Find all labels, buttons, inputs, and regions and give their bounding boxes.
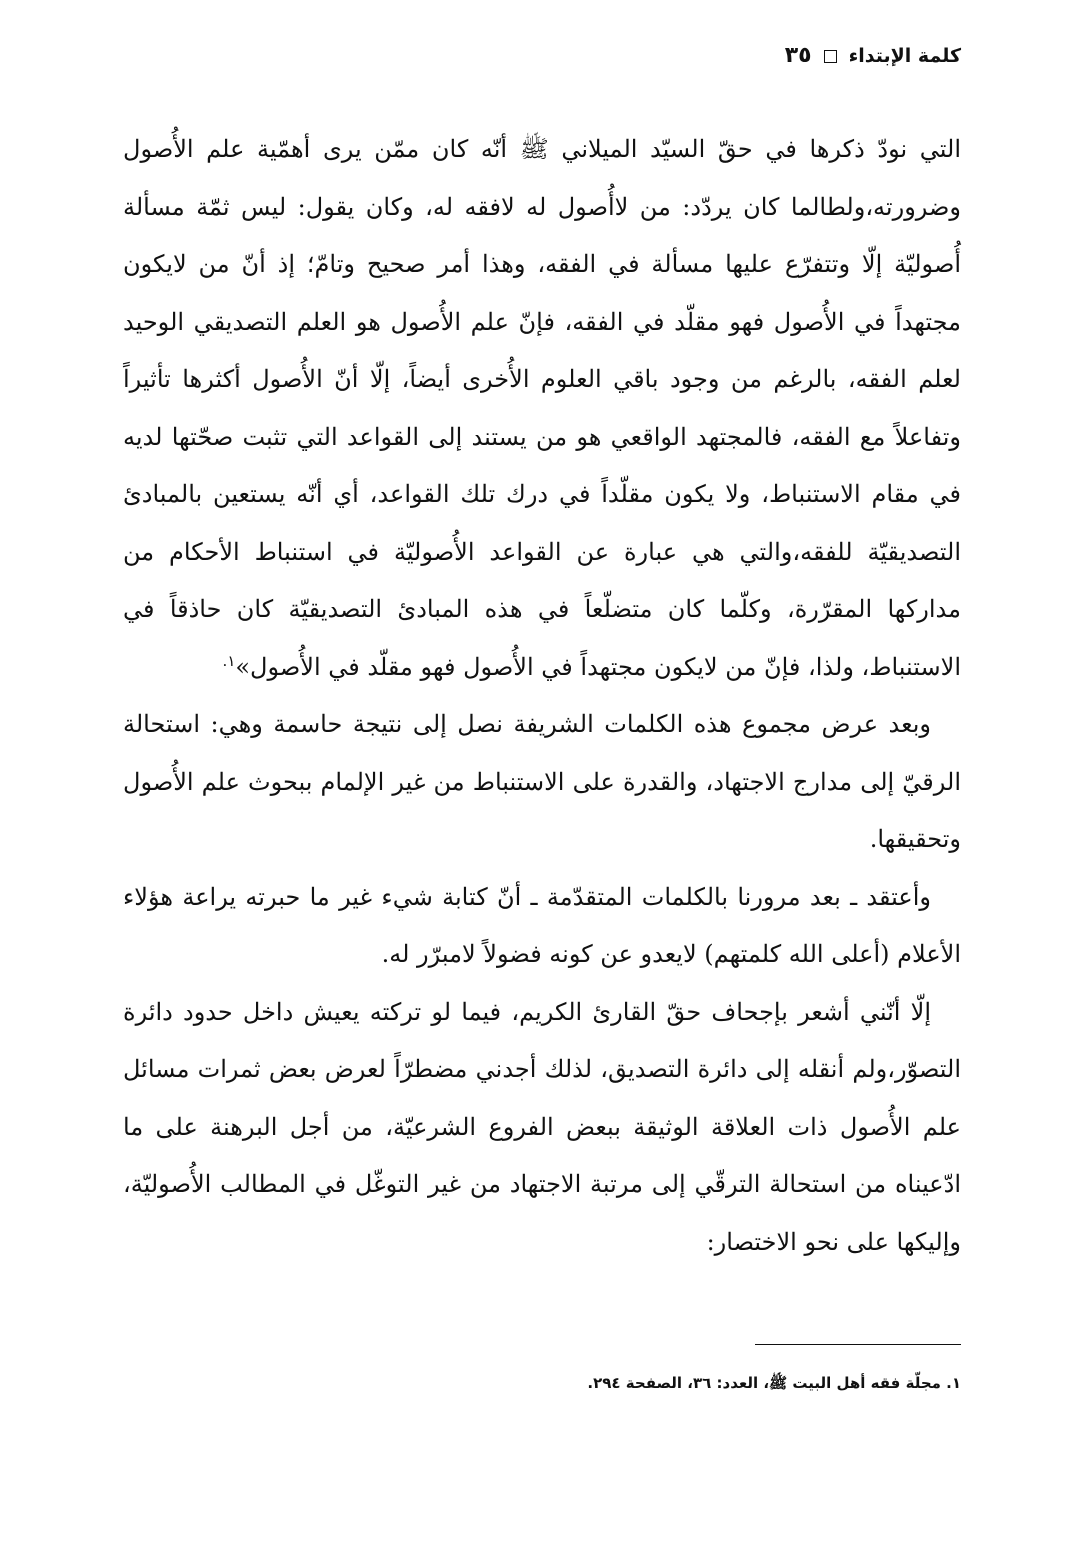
paragraph-2: وبعد عرض مجموع هذه الكلمات الشريفة نصل إلى نتيجة حاسمة وهي: استحالة الرقيّ إلى مدارج الاجتهاد، والقدرة على الاستنباط من غير الإلمام ببحوث علم الأُصول وتحقيقها. [123,710,961,853]
footnote-divider [755,1344,961,1345]
page-number: ٣٥ [784,43,812,68]
footnote: ١. مجلّة فقه أهل البيت ﷺ، العدد: ٣٦، الصفحة ٢٩٤. [587,1374,961,1392]
paragraph-1 [123,121,961,696]
paragraph-3: وأعتقد ـ بعد مرورنا بالكلمات المتقدّمة ـ أنّ كتابة شيء غير ما حبرته يراعة هؤلاء الأعلام (أعلى الله كلمتهم) لايعدو عن كونه فضولاً لامبرّر له. [123,882,961,968]
running-title: كلمة الإبتداء [848,45,961,67]
paragraph-4: إلّا أنّني أشعر بإجحاف حقّ القارئ الكريم، فيما لو تركته يعيش داخل حدود دائرة التصوّر،ولم أنقله إلى دائرة التصديق، لذلك أجدني مضطرّاً لعرض بعض ثمرات مسائل علم الأُصول ذات العلاقة الوثيقة ببعض الفروع الشرعيّة، من أجل البرهنة على ما ادّعيناه من استحالة الترقّي إلى مرتبة الاجتهاد من غير التوغّل في المطالب الأُصوليّة، وإليكها على نحو الاختصار: [123,997,961,1256]
body-text [123,121,961,1271]
running-head [785,44,961,68]
paragraph-1-text: التي نودّ ذكرها في حقّ السيّد الميلاني ﷺ أنّه كان ممّن يرى أهمّية علم الأُصول وضرورته،ولطالما كان يردّد: من لاأُصول له لافقه له، وكان يقول: ليس ثمّة مسألة أُصوليّة إلّا وتتفرّع عليها مسألة في الفقه، وهذا أمر صحيح وتامّ؛ إذ أنّ من لايكون مجتهداً في الأُصول فهو مقلّد في الفقه، فإنّ علم الأُصول هو العلم التصديقي الوحيد لعلم الفقه، بالرغم من وجود باقي العلوم الأُخرى أيضاً، إلّا أنّ الأُصول أكثرها تأثيراً وتفاعلاً مع الفقه، فالمجتهد الواقعي هو من يستند إلى القواعد التي تثبت صحّتها لديه في مقام الاستنباط، ولا يكون مقلّداً في درك تلك القواعد، أي أنّه يستعين بالمبادئ التصديقيّة للفقه،والتي هي عبارة عن القواعد الأُصوليّة في استنباط الأحكام من مداركها المقرّرة، وكلّما كان متضلّعاً في هذه المبادئ التصديقيّة كان حاذقاً في الاستنباط، ولذا، فإنّ من لايكون مجتهداً في الأُصول فهو مقلّد في الأُصول» [123,135,962,681]
square-separator-icon [824,50,837,63]
footnote-reference: ١. [222,651,236,670]
